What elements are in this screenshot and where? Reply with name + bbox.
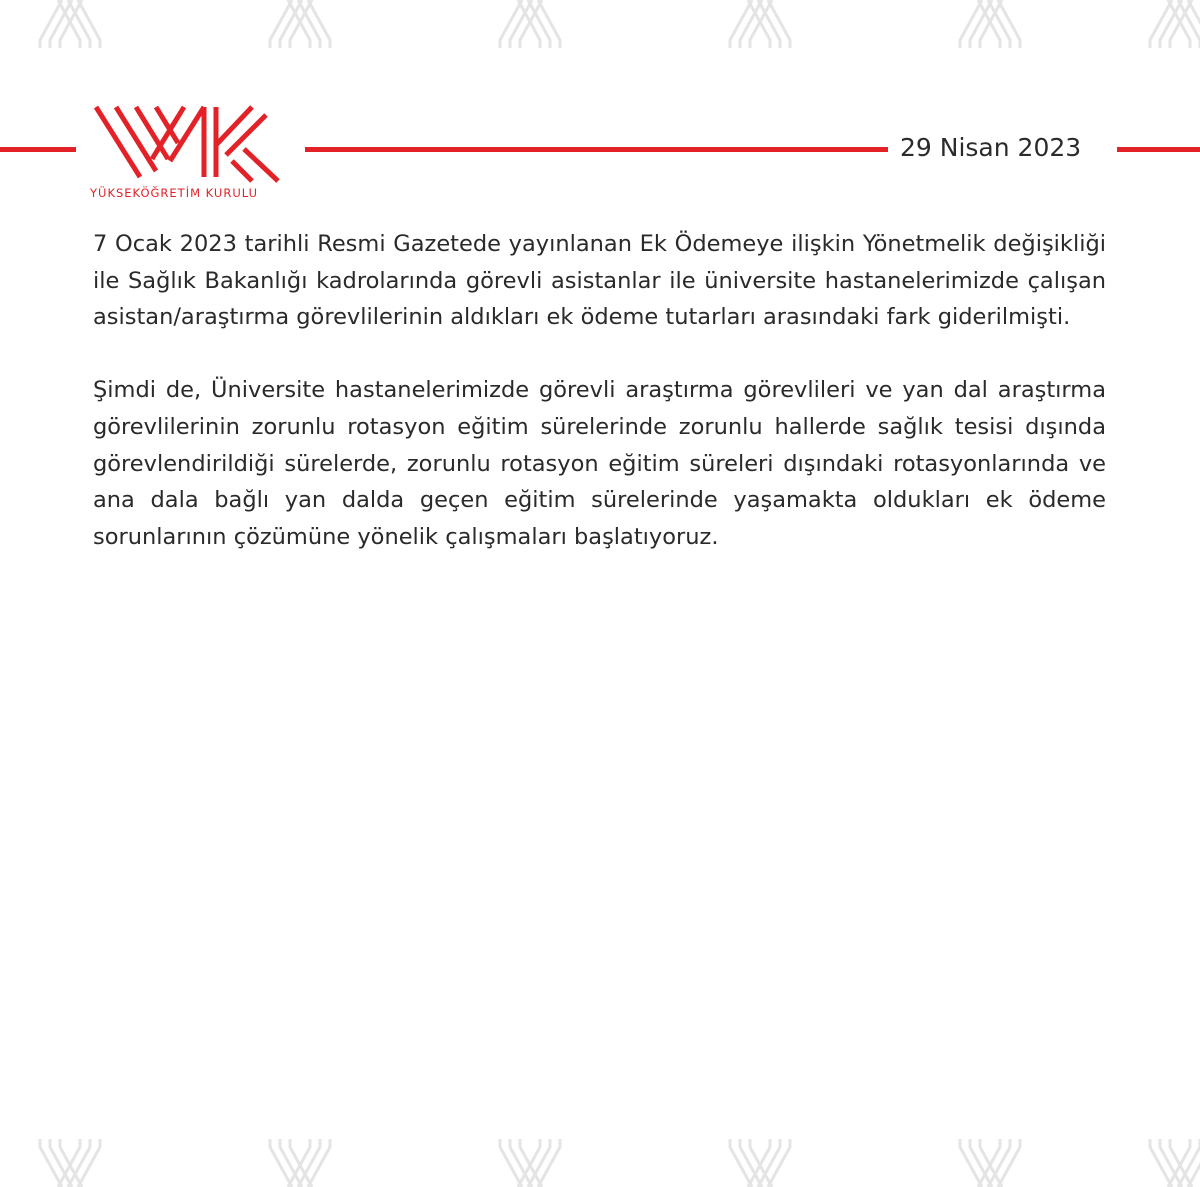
publication-date: 29 Nisan 2023 (900, 133, 1082, 162)
top-decorative-pattern (0, 0, 1200, 48)
paragraph-2: Şimdi de, Üniversite hastanelerimizde görevli araştırma görevlileri ve yan dal araştırma görevlilerinin zorunlu rotasyon eğitim sürelerinde zorunlu hallerde sağlık tesisi dışında görevlendirildiği sürelerde, zorunlu rotasyon eğitim süreleri dışındaki rotasyonlarında ve ana dala bağlı yan dalda geçen eğitim sürelerinde yaşamakta oldukları ek ödeme sorunlarının çözümüne yönelik çalışmaları başlatıyoruz. (93, 377, 1106, 550)
document-header (0, 95, 1200, 205)
yok-logo-mark-icon (92, 103, 288, 183)
yok-logo (90, 103, 290, 203)
logo-text: YÜKSEKÖĞRETİM KURULU (90, 186, 258, 200)
header-rule-right (1117, 147, 1200, 152)
header-rule-middle (305, 147, 888, 152)
header-rule-left (0, 147, 76, 152)
announcement-body (93, 226, 1106, 592)
paragraph-1: 7 Ocak 2023 tarihli Resmi Gazetede yayınlanan Ek Ödemeye ilişkin Yönetmelik değişikliği ile Sağlık Bakanlığı kadrolarında görevli asistanlar ile üniversite hastanelerimizde çalışan asistan/araştırma görevlilerinin aldıkları ek ödeme tutarları arasındaki fark giderilmişti. (93, 231, 1106, 331)
bottom-decorative-pattern (0, 1139, 1200, 1187)
